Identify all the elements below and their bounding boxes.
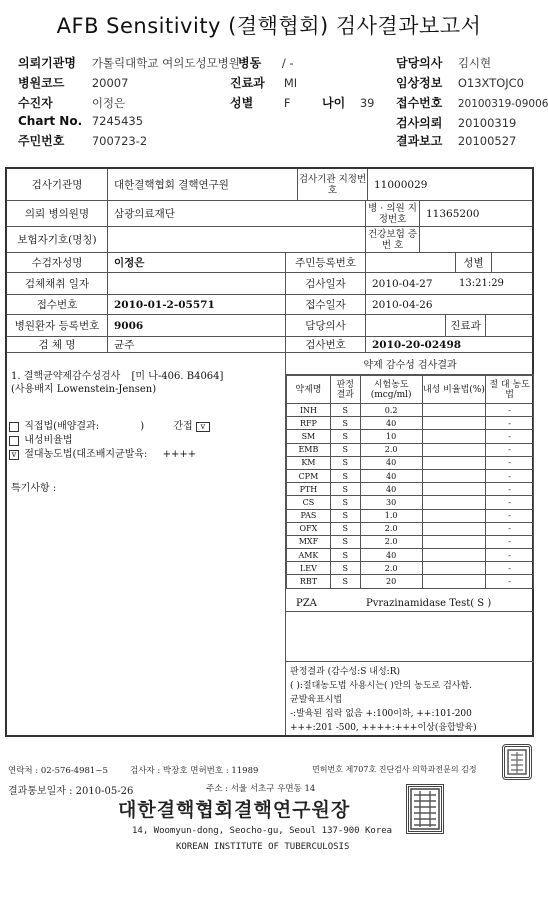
header-resident-no-value: 700723-2 — [91, 134, 148, 148]
collect-value — [107, 273, 285, 294]
results-cell-drug: RBT — [287, 575, 331, 588]
results-cell-abs: - — [486, 469, 534, 482]
agency-value: 대한결핵협회 결핵연구원 — [107, 169, 297, 200]
results-cell-ratio — [422, 430, 486, 443]
header-dept — [230, 74, 297, 91]
results-row — [287, 456, 534, 469]
header-sex-value: F — [283, 96, 291, 110]
receipt-date-value: 2010-04-26 — [365, 295, 534, 314]
specimen-label: 검 체 명 — [7, 337, 107, 352]
col-ratio: 내성 비율법(%) — [422, 376, 486, 404]
insurance-no-label: 건강보험 증 번 호 — [365, 227, 419, 252]
pza-label: PZA — [296, 598, 317, 609]
header-chart-no-value: 7245435 — [91, 114, 144, 128]
results-cell-abs: - — [486, 417, 534, 430]
dept-label: 진료과 — [445, 315, 485, 336]
results-cell-ratio — [422, 417, 486, 430]
interpretation-line-5: +++:201 -500, ++++:+++이상(융합발육) — [290, 723, 477, 733]
hospital-reg-value: 9006 — [107, 315, 285, 336]
results-cell-conc: 40 — [360, 469, 422, 482]
results-row — [287, 443, 534, 456]
results-cell-result: S — [330, 456, 360, 469]
header-hospital-code — [18, 74, 128, 91]
header-request-date-value: 20100319 — [457, 116, 517, 130]
pza-value: Pvrazinamidase Test( S ) — [366, 598, 492, 609]
form-row-receipt — [7, 295, 532, 315]
results-cell-ratio — [422, 549, 486, 562]
header-dept-value: MI — [283, 76, 298, 90]
header-accession-value: 20100319-09006 — [457, 98, 548, 110]
absolute-conc-checkbox[interactable]: v — [9, 450, 19, 460]
interpretation-line-1: 판정결과 (감수성:S 내성:R) — [290, 667, 400, 677]
resident-value — [365, 253, 455, 272]
header-ward — [238, 54, 294, 71]
footer-address-kr: 주소 : 서울 서초구 우면동 14 — [206, 784, 316, 794]
header-clinical-info — [396, 74, 524, 91]
header-client-value: 가톨릭대학교 여의도성모병원 — [91, 56, 240, 70]
results-cell-conc: 2.0 — [360, 522, 422, 535]
insurance-holder-label: 보험자기호(명칭) — [7, 227, 107, 252]
col-abs: 절 대 농도법 — [486, 376, 534, 404]
footer-report-date: 결과통보일자 : 2010-05-26 — [8, 786, 134, 797]
results-cell-result: S — [330, 549, 360, 562]
agency-label: 검사기관명 — [7, 169, 107, 200]
results-cell-ratio — [422, 443, 486, 456]
resident-label: 주민등록번호 — [285, 253, 365, 272]
absolute-conc-line — [9, 445, 196, 460]
results-cell-abs: - — [486, 456, 534, 469]
page-title: AFB Sensitivity (결핵협회) 검사결과보고서 — [56, 14, 482, 38]
header-clinical-info-value: O13XTOJC0 — [457, 76, 525, 90]
results-cell-conc: 0.2 — [360, 404, 422, 417]
results-cell-conc: 40 — [360, 417, 422, 430]
doctor-seal-icon — [502, 744, 532, 780]
header-age-label: 나이 — [322, 96, 346, 110]
results-cell-ratio — [422, 469, 486, 482]
results-cell-result: S — [330, 430, 360, 443]
institute-seal-glyph — [409, 787, 441, 831]
results-row — [287, 404, 534, 417]
agency-code-value: 11000029 — [367, 169, 534, 200]
header-report-date-label: 결과보고 — [396, 134, 443, 148]
footer-address-en: 14, Woomyun-dong, Seocho-gu, Seoul 137-900 Korea — [132, 826, 393, 836]
results-cell-ratio — [422, 575, 486, 588]
direct-method-line — [9, 417, 212, 432]
header-ward-value: / - — [281, 56, 294, 70]
doctor-seal-glyph — [505, 747, 529, 777]
exam-no-value: 2010-20-02498 — [365, 337, 534, 352]
form-row-specimen — [7, 337, 532, 353]
results-cell-drug: CPM — [287, 469, 331, 482]
form-row-patient — [7, 253, 532, 273]
header-resident-no — [18, 132, 147, 149]
results-cell-abs: - — [486, 430, 534, 443]
interpretation — [286, 661, 534, 735]
results-header-row — [287, 376, 534, 404]
results-cell-abs: - — [486, 535, 534, 548]
header-hospital-code-value: 20007 — [91, 76, 129, 90]
resistance-ratio-line — [9, 431, 73, 446]
client-code-value: 11365200 — [419, 201, 534, 226]
results-row — [287, 562, 534, 575]
results-cell-drug: OFX — [287, 522, 331, 535]
results-cell-result: S — [330, 469, 360, 482]
results-cell-ratio — [422, 522, 486, 535]
results-cell-drug: AMK — [287, 549, 331, 562]
results-cell-ratio — [422, 483, 486, 496]
exam-date-value: 2010-04-27 — [365, 273, 459, 294]
indirect-checkbox[interactable]: v — [196, 422, 210, 432]
direct-method-checkbox[interactable] — [9, 422, 19, 432]
header-age-value: 39 — [359, 96, 375, 110]
results-cell-ratio — [422, 456, 486, 469]
header-patient — [18, 94, 125, 111]
col-drug: 약제명 — [287, 376, 331, 404]
results-cell-conc: 30 — [360, 496, 422, 509]
indirect-label: 간접 — [173, 421, 193, 432]
header-report-date-value: 20100527 — [457, 134, 517, 148]
header-doctor-label: 담당의사 — [396, 56, 443, 70]
results-cell-ratio — [422, 404, 486, 417]
header-sex-label: 성별 — [230, 96, 254, 110]
results-cell-drug: CS — [287, 496, 331, 509]
institute-seal-icon — [406, 784, 444, 834]
results-table — [286, 375, 534, 589]
notes-label: 특기사항 : — [11, 483, 57, 494]
results-row — [287, 522, 534, 535]
results-row — [287, 430, 534, 443]
report-form — [5, 167, 534, 737]
receipt-no-value: 2010-01-2-05571 — [107, 295, 285, 314]
results-cell-result: S — [330, 522, 360, 535]
header-chart-no-label: Chart No. — [18, 114, 83, 128]
results-cell-drug: PTH — [287, 483, 331, 496]
exam-date-label: 검사일자 — [285, 273, 365, 294]
footer-institute-en: KOREAN INSTITUTE OF TUBERCULOSIS — [176, 842, 350, 852]
client-code-label: 병 · 의원 지정번호 — [365, 201, 419, 226]
header-doctor-value: 김시현 — [457, 56, 492, 70]
interpretation-line-4: -:발육된 집락 없음 +:100이하, ++:101-200 — [290, 709, 472, 719]
header-accession-label: 접수번호 — [396, 96, 443, 110]
results-row — [287, 483, 534, 496]
results-row — [287, 417, 534, 430]
footer-examiner: 검사자 : 박장호 면허번호 : 11989 — [130, 766, 259, 776]
results-cell-conc: 2.0 — [360, 562, 422, 575]
results-cell-result: S — [330, 443, 360, 456]
header-request-date-label: 검사의뢰 — [396, 116, 443, 130]
results-cell-conc: 40 — [360, 483, 422, 496]
col-result: 판정 결과 — [330, 376, 360, 404]
results-cell-conc: 10 — [360, 430, 422, 443]
results-row — [287, 509, 534, 522]
header-report-date — [396, 132, 516, 149]
pza-row — [286, 598, 534, 612]
header-chart-no — [18, 114, 143, 128]
results-cell-conc: 1.0 — [360, 509, 422, 522]
results-cell-drug: EMB — [287, 443, 331, 456]
results-cell-abs: - — [486, 522, 534, 535]
results-cell-drug: RFP — [287, 417, 331, 430]
results-row — [287, 549, 534, 562]
header-doctor — [396, 54, 491, 71]
results-cell-result: S — [330, 496, 360, 509]
header-hospital-code-label: 병원코드 — [18, 76, 65, 90]
insurance-holder-value — [107, 227, 365, 252]
header-accession — [396, 94, 548, 111]
results-cell-conc: 2.0 — [360, 443, 422, 456]
results-cell-conc: 20 — [360, 575, 422, 588]
results-cell-drug: PAS — [287, 509, 331, 522]
results-cell-abs: - — [486, 549, 534, 562]
client-label: 의뢰 병의원명 — [7, 201, 107, 226]
results-cell-drug: SM — [287, 430, 331, 443]
interpretation-line-3: 균발육표시법 — [290, 695, 343, 705]
absolute-conc-label: 절대농도법(대조배지균발육: — [24, 449, 148, 460]
header-client-label: 의뢰기관명 — [18, 56, 76, 70]
results-cell-abs: - — [486, 562, 534, 575]
direct-method-close: ) — [140, 421, 145, 432]
header-patient-label: 수진자 — [18, 96, 53, 110]
hospital-reg-label: 병원환자 등록번호 — [7, 315, 107, 336]
results-cell-abs: - — [486, 575, 534, 588]
results-cell-abs: - — [486, 509, 534, 522]
results-cell-abs: - — [486, 404, 534, 417]
test-name: 1. 결핵균약제감수성검사 — [11, 371, 121, 382]
results-cell-drug: KM — [287, 456, 331, 469]
agency-code-label: 검사기관 지정번호 — [297, 169, 367, 200]
col-conc: 시험농도 (mcg/ml) — [360, 376, 422, 404]
patient-value: 이정은 — [107, 253, 285, 272]
header-resident-no-label: 주민번호 — [18, 134, 65, 148]
form-row-exam-date — [7, 273, 532, 295]
receipt-date-label: 접수일자 — [285, 295, 365, 314]
results-cell-ratio — [422, 562, 486, 575]
footer-institute-kr: 대한결핵협회결핵연구원장 — [118, 799, 351, 821]
dept-value — [485, 315, 534, 336]
exam-no-label: 검사번호 — [285, 337, 365, 352]
results-row — [287, 469, 534, 482]
receipt-no-label: 접수번호 — [7, 295, 107, 314]
sex-value — [491, 253, 534, 272]
form-row-client — [7, 201, 532, 227]
results-cell-result: S — [330, 404, 360, 417]
results-cell-result: S — [330, 575, 360, 588]
header-request-date — [396, 114, 516, 131]
results-row — [287, 575, 534, 588]
results-cell-result: S — [330, 562, 360, 575]
results-cell-result: S — [330, 483, 360, 496]
header-sex — [230, 94, 290, 111]
test-code: [미 나-406. B4064] — [131, 371, 224, 382]
results-cell-abs: - — [486, 483, 534, 496]
client-value: 삼광의료재단 — [107, 201, 365, 226]
results-cell-result: S — [330, 417, 360, 430]
header-client — [18, 54, 240, 71]
direct-method-label: 직접법(배양결과: — [24, 421, 100, 432]
form-row-agency — [7, 169, 532, 201]
footer-license: 면허번호 제707호 진단검사 의학과전문의 김정 — [312, 765, 477, 774]
results-cell-conc: 40 — [360, 549, 422, 562]
medium: (사용배지 Lowenstein-Jensen) — [11, 384, 157, 395]
header-ward-label: 병동 — [238, 56, 262, 70]
form-row-insurance — [7, 227, 532, 253]
exam-time-value: 13:21:29 — [459, 278, 504, 289]
header-clinical-info-label: 임상정보 — [396, 76, 443, 90]
results-cell-ratio — [422, 509, 486, 522]
doctor-label: 담당의사 — [285, 315, 365, 336]
results-cell-result: S — [330, 509, 360, 522]
specimen-value: 균주 — [107, 337, 285, 352]
patient-label: 수검자성명 — [7, 253, 107, 272]
results-cell-drug: MXF — [287, 535, 331, 548]
results-cell-conc: 40 — [360, 456, 422, 469]
results-cell-abs: - — [486, 496, 534, 509]
results-cell-ratio — [422, 535, 486, 548]
results-cell-ratio — [422, 496, 486, 509]
footer-contact: 연락처 : 02-576-4981~5 — [8, 766, 108, 776]
insurance-no-value — [419, 227, 534, 252]
results-cell-drug: LEV — [287, 562, 331, 575]
results-cell-conc: 2.0 — [360, 535, 422, 548]
results-cell-result: S — [330, 535, 360, 548]
header-age — [322, 94, 374, 111]
doctor-value — [365, 315, 445, 336]
collect-label: 검체채취 일자 — [7, 273, 107, 294]
results-row — [287, 496, 534, 509]
form-row-hospital-reg — [7, 315, 532, 337]
results-cell-abs: - — [486, 443, 534, 456]
header-dept-label: 진료과 — [230, 76, 265, 90]
results-row — [287, 535, 534, 548]
interpretation-line-2: ( ):절대농도법 사용시는( )안의 농도로 검사함. — [290, 681, 473, 691]
sex-label: 성별 — [455, 253, 491, 272]
results-cell-drug: INH — [287, 404, 331, 417]
results-section-title: 약제 감수성 검사결과 — [286, 353, 534, 375]
resistance-ratio-checkbox[interactable] — [9, 436, 19, 446]
resistance-ratio-label: 내성비율법 — [24, 435, 73, 446]
absolute-conc-value: ++++ — [162, 449, 197, 460]
header-patient-value: 이정은 — [91, 96, 126, 110]
